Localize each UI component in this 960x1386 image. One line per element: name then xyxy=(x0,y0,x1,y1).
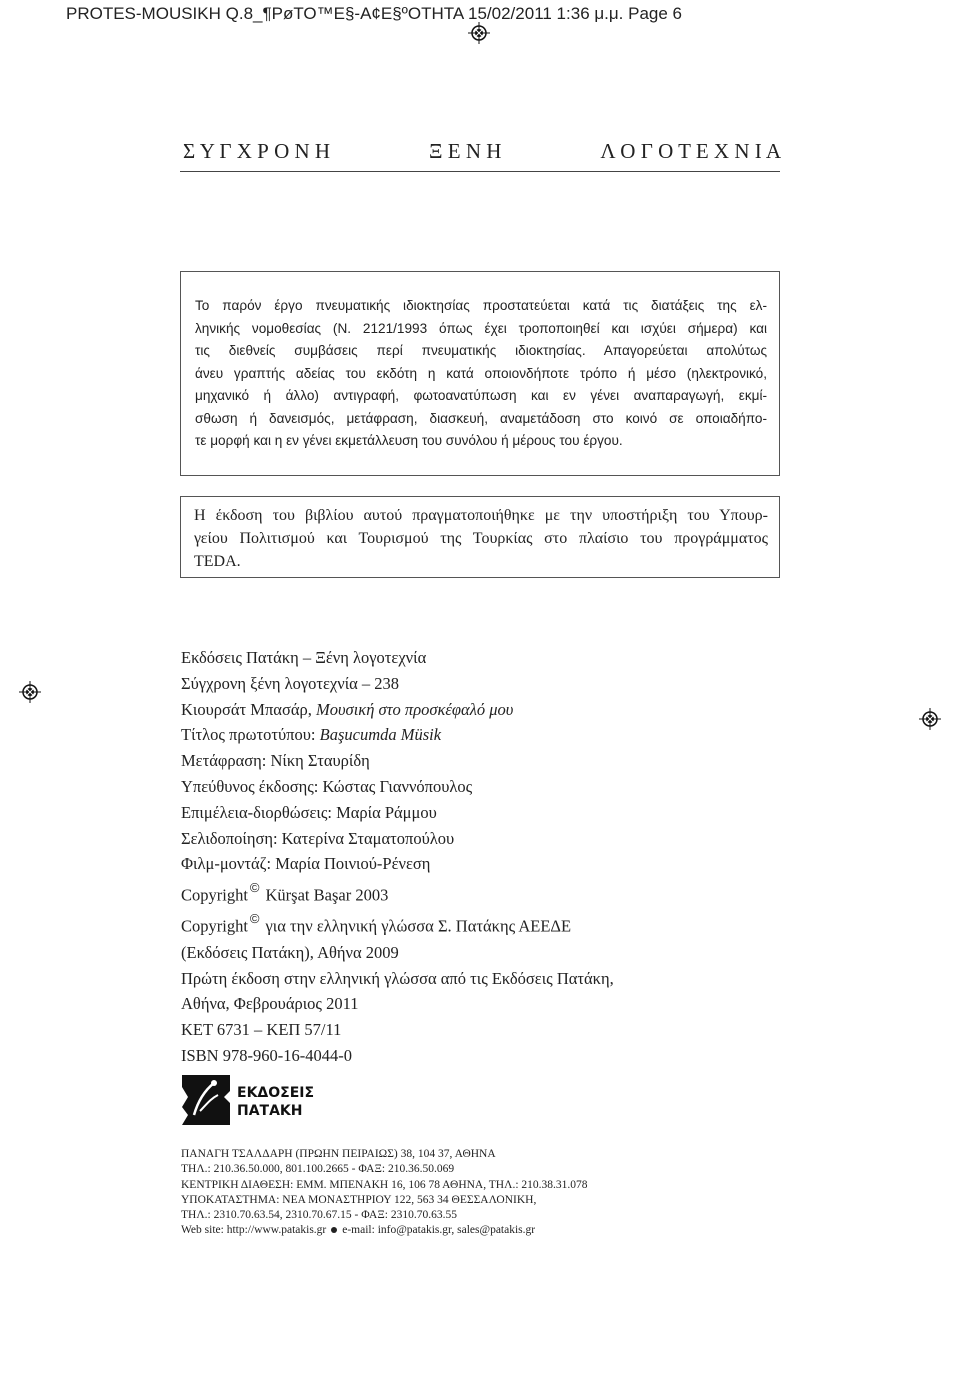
copyright-notice-text xyxy=(195,295,767,453)
notice-line: άνευ γραπτής αδείας του εκδότη η κατά οποιονδήποτε τρόπο ή μέσο (ηλεκτρονικό, xyxy=(195,365,767,381)
website-link[interactable]: Web site: http://www.patakis.gr xyxy=(181,1224,327,1237)
support-notice-box xyxy=(180,496,780,578)
logo-line-1: ΕΚΔΟΣΕΙΣ xyxy=(237,1085,315,1101)
author-title-line xyxy=(181,697,741,723)
series-title xyxy=(183,139,781,164)
notice-line: τε μορφή και η εν γένει εκμετάλλευση του συνόλου ή μέρους του έργου. xyxy=(195,433,623,448)
contact-line xyxy=(181,1223,741,1238)
copyright-line-2 xyxy=(181,908,741,939)
support-notice-text xyxy=(194,504,768,573)
copyright-holder-2: για την ελληνική γλώσσα Σ. Πατάκης ΑΕΕΔΕ xyxy=(265,916,572,936)
address-line: ΤΗΛ.: 2310.70.63.54, 2310.70.67.15 - ΦΑΞ: 2310.70.63.55 xyxy=(181,1209,457,1222)
notice-line: μηχανικό ή άλλο) αντιγραφή, φωτοανατύπωση και εν γένει αναπαραγωγή, εκμί- xyxy=(195,388,767,403)
file-header-line: PROTES-MOUSIKH Q.8_¶PøTO™E§-A¢E§ºOTHTA 15/02/2011 1:36 μ.μ. Page 6 xyxy=(66,4,683,23)
registration-mark-icon xyxy=(19,681,41,703)
series-number: Σύγχρονη ξένη λογοτεχνία – 238 xyxy=(181,673,400,693)
author-name: Κιουρσάτ Μπασάρ, xyxy=(181,699,312,719)
email-link[interactable]: e-mail: info@patakis.gr, sales@patakis.gr xyxy=(342,1224,536,1237)
original-title-label: Τίτλος πρωτοτύπου: xyxy=(181,725,316,745)
copyright-holder-1: Kürşat Başar 2003 xyxy=(265,885,389,905)
address-line: ΤΗΛ.: 210.36.50.000, 801.100.2665 - ΦΑΞ: 210.36.50.069 xyxy=(181,1163,455,1176)
series-divider xyxy=(180,171,780,172)
support-line: TEDA. xyxy=(194,553,241,570)
series-word-3: Λ Ο Γ Ο Τ Ε Χ Ν Ι Α xyxy=(600,139,781,163)
catalog-codes: ΚΕΤ 6731 – ΚΕΠ 57/11 xyxy=(181,1020,342,1040)
first-edition-line-2: Αθήνα, Φεβρουάριος 2011 xyxy=(181,994,359,1014)
registration-mark-icon xyxy=(919,708,941,730)
copyright-line-1 xyxy=(181,877,741,908)
bullet-icon xyxy=(331,1227,337,1233)
first-edition-line-1: Πρώτη έκδοση στην ελληνική γλώσσα από τις Εκδόσεις Πατάκη, xyxy=(181,968,614,988)
address-line: ΚΕΝΤΡΙΚΗ ΔΙΑΘΕΣΗ: ΕΜΜ. ΜΠΕΝΑΚΗ 16, 106 78 ΑΘΗΝΑ, ΤΗΛ.: 210.38.31.078 xyxy=(181,1178,588,1191)
publisher-series: Εκδόσεις Πατάκη – Ξένη λογοτεχνία xyxy=(181,648,427,667)
credits-block xyxy=(181,645,741,1069)
copyright-symbol: © xyxy=(249,880,260,896)
editor-credit: Υπεύθυνος έκδοσης: Κώστας Γιαννόπουλος xyxy=(181,776,473,796)
original-title: Başucumda Müsik xyxy=(319,725,442,745)
notice-line: Το παρόν έργο πνευματικής ιδιοκτησίας προστατεύεται κατά τις διατάξεις της ελ- xyxy=(195,298,767,313)
translation-credit: Μετάφραση: Νίκη Σταυρίδη xyxy=(181,751,370,771)
address-line: ΠΑΝΑΓΗ ΤΣΑΛΔΑΡΗ (ΠΡΩΗΝ ΠΕΙΡΑΙΩΣ) 38, 104 37, ΑΘΗΝΑ xyxy=(181,1148,496,1160)
address-block xyxy=(181,1147,741,1239)
original-title-line xyxy=(181,722,741,748)
address-line: ΥΠΟΚΑΤΑΣΤΗΜΑ: ΝΕΑ ΜΟΝΑΣΤΗΡΙΟΥ 122, 563 34 ΘΕΣΣΑΛΟΝΙΚΗ, xyxy=(181,1193,537,1206)
proofreading-credit: Επιμέλεια-διορθώσεις: Μαρία Ράμμου xyxy=(181,802,437,822)
publisher-logo xyxy=(180,1071,320,1129)
film-credit: Φιλμ-μοντάζ: Μαρία Ποινιού-Ρένεση xyxy=(181,854,431,874)
series-word-2: Ξ Ε Ν Η xyxy=(429,139,502,163)
support-line: γείου Πολιτισμού και Τουρισμού της Τουρκίας στο πλαίσιο του προγράμματος xyxy=(194,530,768,547)
notice-line: σθωση ή δανεισμός, μετάφραση, διασκευή, αναμετάδοση στο κοινό σε οποιαδήπο- xyxy=(195,410,767,426)
notice-line: ληνικής νομοθεσίας (Ν. 2121/1993 όπως έχει τροποποιηθεί και ισχύει σήμερα) και xyxy=(195,320,767,336)
book-title: Μουσική στο προσκέφαλό μου xyxy=(315,699,514,719)
copyright-symbol: © xyxy=(249,911,260,927)
copyright-word: Copyright xyxy=(181,916,248,936)
registration-mark-icon xyxy=(468,22,490,44)
notice-line: τις διεθνείς συμβάσεις περί πνευματικής ιδιοκτησίας. Απαγορεύεται απολύτως xyxy=(195,343,767,358)
series-word-1: Σ Υ Γ Χ Ρ Ο Ν Η xyxy=(183,139,331,163)
support-line: Η έκδοση του βιβλίου αυτού πραγματοποιήθηκε με την υποστήριξη του Υπουρ- xyxy=(194,507,768,524)
copyright-line-2-cont: (Εκδόσεις Πατάκη), Αθήνα 2009 xyxy=(181,942,399,962)
logo-line-2: ΠΑΤΑΚΗ xyxy=(237,1103,303,1119)
copyright-notice-box xyxy=(180,271,780,476)
copyright-word: Copyright xyxy=(181,885,248,905)
isbn: ISBN 978-960-16-4044-0 xyxy=(181,1045,352,1065)
pagination-credit: Σελιδοποίηση: Κατερίνα Σταματοπούλου xyxy=(181,828,455,848)
